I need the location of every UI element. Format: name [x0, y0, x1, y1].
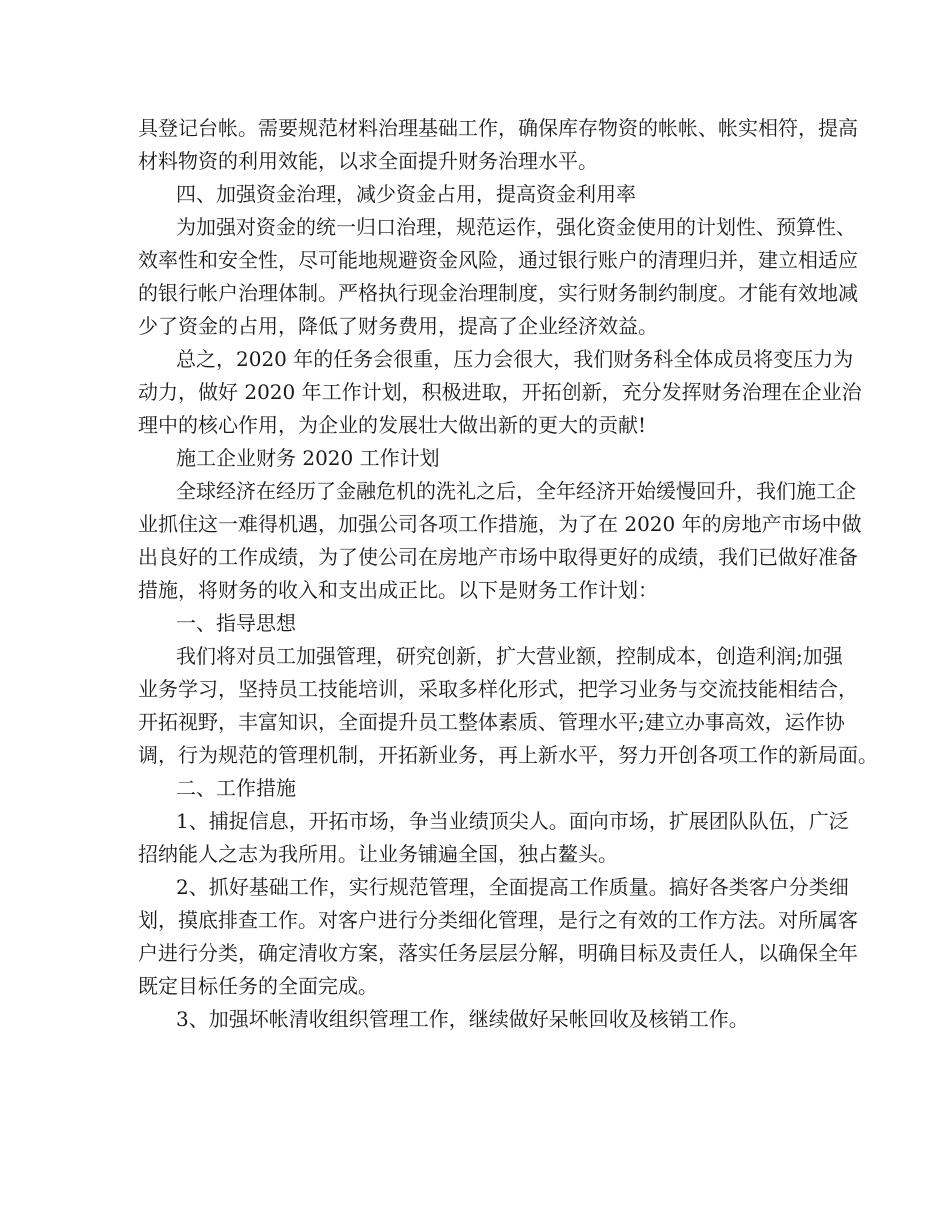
section-heading: 一、指导思想 [176, 611, 296, 635]
text-line: 总之，2020 年的任务会很重，压力会很大，我们财务科全体成员将变压力为 [176, 347, 854, 371]
text-line: 调，行为规范的管理机制，开拓新业务，再上新水平，努力开创各项工作的新局面。 [138, 743, 878, 767]
text-line: 措施，将财务的收入和支出成正比。以下是财务工作计划： [138, 578, 658, 602]
text-line: 具登记台帐。需要规范材料治理基础工作，确保库存物资的帐帐、帐实相符，提高 [138, 116, 858, 140]
text-line: 既定目标任务的全面完成。 [138, 974, 378, 998]
text-line: 全球经济在经历了金融危机的洗礼之后，全年经济开始缓慢回升，我们施工企 [176, 479, 856, 503]
text-line: 的银行帐户治理体制。严格执行现金治理制度，实行财务制约制度。才能有效地减 [138, 281, 858, 305]
section-heading: 四、加强资金治理，减少资金占用，提高资金利用率 [176, 182, 636, 206]
text-line: 业抓住这一难得机遇，加强公司各项工作措施，为了在 2020 年的房地产市场中做 [138, 512, 862, 536]
text-line: 理中的核心作用，为企业的发展壮大做出新的更大的贡献! [138, 413, 647, 437]
text-line: 出良好的工作成绩，为了使公司在房地产市场中取得更好的成绩，我们已做好准备 [138, 545, 858, 569]
document-body [138, 112, 878, 1036]
text-line: 开拓视野，丰富知识，全面提升员工整体素质、管理水平;建立办事高效，运作协 [138, 710, 845, 734]
text-line: 2、抓好基础工作，实行规范管理，全面提高工作质量。搞好各类客户分类细 [176, 875, 849, 899]
section-heading: 二、工作措施 [176, 776, 296, 800]
text-line: 3、加强坏帐清收组织管理工作，继续做好呆帐回收及核销工作。 [176, 1007, 749, 1031]
text-line: 业务学习，坚持员工技能培训，采取多样化形式，把学习业务与交流技能相结合， [138, 677, 858, 701]
text-line: 户进行分类，确定清收方案，落实任务层层分解，明确目标及责任人，以确保全年 [138, 941, 858, 965]
document-subtitle: 施工企业财务 2020 工作计划 [176, 446, 440, 470]
text-line: 动力，做好 2020 年工作计划，积极进取，开拓创新，充分发挥财务治理在企业治 [138, 380, 862, 404]
text-line: 招纳能人之志为我所用。让业务铺遍全国，独占鳌头。 [138, 842, 618, 866]
text-line: 效率性和安全性，尽可能地规避资金风险，通过银行账户的清理归并，建立相适应 [138, 248, 858, 272]
text-line: 我们将对员工加强管理，研究创新，扩大营业额，控制成本，创造利润;加强 [176, 644, 843, 668]
text-line: 1、捕捉信息，开拓市场，争当业绩顶尖人。面向市场，扩展团队队伍，广泛 [176, 809, 849, 833]
text-line: 少了资金的占用，降低了财务费用，提高了企业经济效益。 [138, 314, 658, 338]
text-line: 划，摸底排查工作。对客户进行分类细化管理，是行之有效的工作方法。对所属客 [138, 908, 858, 932]
text-line: 材料物资的利用效能，以求全面提升财务治理水平。 [138, 149, 598, 173]
text-line: 为加强对资金的统一归口治理，规范运作，强化资金使用的计划性、预算性、 [176, 215, 856, 239]
